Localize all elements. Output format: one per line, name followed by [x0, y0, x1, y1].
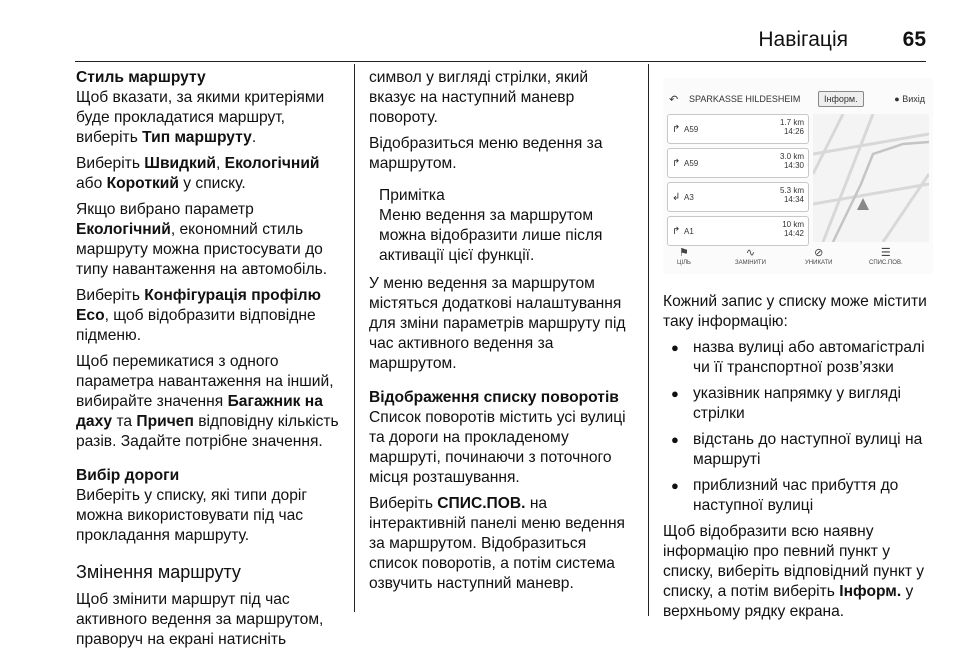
paragraph: Виберіть Конфігурація профілю Eco, щоб відобразити відповідне підменю.: [76, 287, 321, 344]
note-box: [379, 186, 637, 266]
road-name: A59: [684, 159, 699, 168]
arrival-time: 14:34: [783, 195, 804, 204]
turn-list: [667, 114, 809, 250]
turn-arrow-icon: ↱: [672, 226, 681, 237]
info-button[interactable]: Інформ.: [818, 91, 864, 107]
section-title-change-route: Змінення маршруту: [76, 562, 241, 582]
paragraph: Якщо вибрано параметр Екологічний, економний стиль маршруту можна пристосувати до типу навантаження на автомобіль.: [76, 201, 328, 278]
paragraph: Список поворотів містить усі вулиці та дороги на прокладеному маршруті, починаючи з поточного місця розташування.: [369, 409, 626, 486]
route-map[interactable]: [813, 114, 929, 242]
paragraph: Кожний запис у списку може містити таку інформацію:: [663, 293, 927, 330]
destination-button[interactable]: ⚑ ЦІЛЬ: [677, 247, 691, 266]
avoid-button[interactable]: ⊘ УНИКАТИ: [805, 247, 833, 266]
page-number: 65: [902, 28, 926, 51]
column-3: [663, 292, 933, 628]
paragraph: Виберіть у списку, які типи доріг можна використовувати під час прокладання маршруту.: [76, 487, 308, 544]
turn-arrow-icon: ↱: [672, 124, 681, 135]
arrival-time: 14:30: [783, 161, 804, 170]
route-icon: ∿: [745, 247, 756, 259]
turn-list-row[interactable]: [667, 182, 809, 212]
header-divider: [75, 61, 926, 62]
turn-arrow-icon: ↱: [672, 158, 681, 169]
back-arrow-icon[interactable]: ↶: [669, 94, 679, 106]
column-2: [369, 68, 637, 600]
paragraph: Щоб вказати, за якими критеріями буде прокладатися маршрут, виберіть Тип маршруту.: [76, 89, 325, 146]
note-text: Меню ведення за маршрутом можна відобразити лише після активації цієї функції.: [379, 207, 603, 264]
column-divider-2: [648, 64, 649, 616]
list-item: ● указівник напрямку у вигляді стрілки: [663, 384, 933, 424]
turn-list-button[interactable]: ☰ СПИС.ПОВ.: [869, 247, 903, 266]
section-title-road-selection: Вибір дороги: [76, 467, 180, 484]
screen-bottom-bar: [663, 242, 933, 268]
page-header: [75, 28, 926, 62]
replace-button[interactable]: ∿ ЗАМІНИТИ: [735, 247, 766, 266]
list-item: ● відстань до наступної вулиці на маршруті: [663, 430, 933, 470]
column-1: [76, 68, 348, 656]
distance: 3.0 km: [779, 152, 804, 161]
exit-button[interactable]: ● Вихід: [894, 94, 925, 104]
turn-list-row[interactable]: [667, 148, 809, 178]
road-name: A3: [684, 193, 694, 202]
arrival-time: 14:26: [783, 127, 804, 136]
flag-icon: ⚑: [679, 247, 689, 259]
exit-icon: ●: [894, 94, 903, 104]
screen-top-bar: [663, 90, 933, 108]
destination-title: SPARKASSE HILDESHEIM: [689, 94, 801, 104]
paragraph: Виберіть Швидкий, Екологічний або Короткий у списку.: [76, 155, 320, 192]
avoid-icon: ⊘: [814, 247, 824, 259]
paragraph: Щоб відобразити всю наявну інформацію про певний пункт у списку, виберіть відповідний пункт у списку, а потім виберіть Інформ. у верхньому рядку екрана.: [663, 523, 925, 620]
paragraph: У меню ведення за маршрутом містяться додаткові налаштування для зміни параметрів маршруту під час активного ведення за маршрутом.: [369, 275, 626, 372]
section-title-route-style: Стиль маршруту: [76, 69, 206, 86]
distance: 1.7 km: [779, 118, 804, 127]
paragraph: Щоб змінити маршрут під час активного ведення за маршрутом, праворуч на екрані натисніть: [76, 591, 324, 648]
paragraph: Відобразиться меню ведення за маршрутом.: [369, 135, 603, 172]
note-title: Примітка: [379, 187, 445, 204]
page-title: Навігація: [758, 28, 848, 51]
distance: 10 km: [782, 220, 804, 229]
distance: 5.3 km: [779, 186, 804, 195]
column-divider-1: [354, 64, 355, 612]
navigation-screenshot: [663, 78, 933, 274]
turn-arrow-icon: ↲: [672, 192, 681, 203]
road-name: A1: [684, 227, 694, 236]
paragraph: символ у вигляді стрілки, який вказує на наступний маневр повороту.: [369, 69, 589, 126]
paragraph: Щоб перемикатися з одного параметра навантаження на інший, вибирайте значення Багажник на даху та Причеп відповідну кількість разів. Задайте потрібне значення.: [76, 353, 339, 450]
list-icon: ☰: [880, 247, 891, 259]
arrival-time: 14:42: [783, 229, 804, 238]
list-item: ● приблизний час прибуття до наступної вулиці: [663, 476, 933, 516]
road-name: A59: [684, 125, 699, 134]
section-title-turn-list: Відображення списку поворотів: [369, 389, 619, 406]
turn-list-row[interactable]: [667, 114, 809, 144]
paragraph: Виберіть СПИС.ПОВ. на інтерактивній панелі меню ведення за маршрутом. Відобразиться список поворотів, а потім система озвучить наступний маневр.: [369, 495, 626, 592]
list-item: ● назва вулиці або автомагістралі чи її транспортної розв’язки: [663, 338, 933, 378]
